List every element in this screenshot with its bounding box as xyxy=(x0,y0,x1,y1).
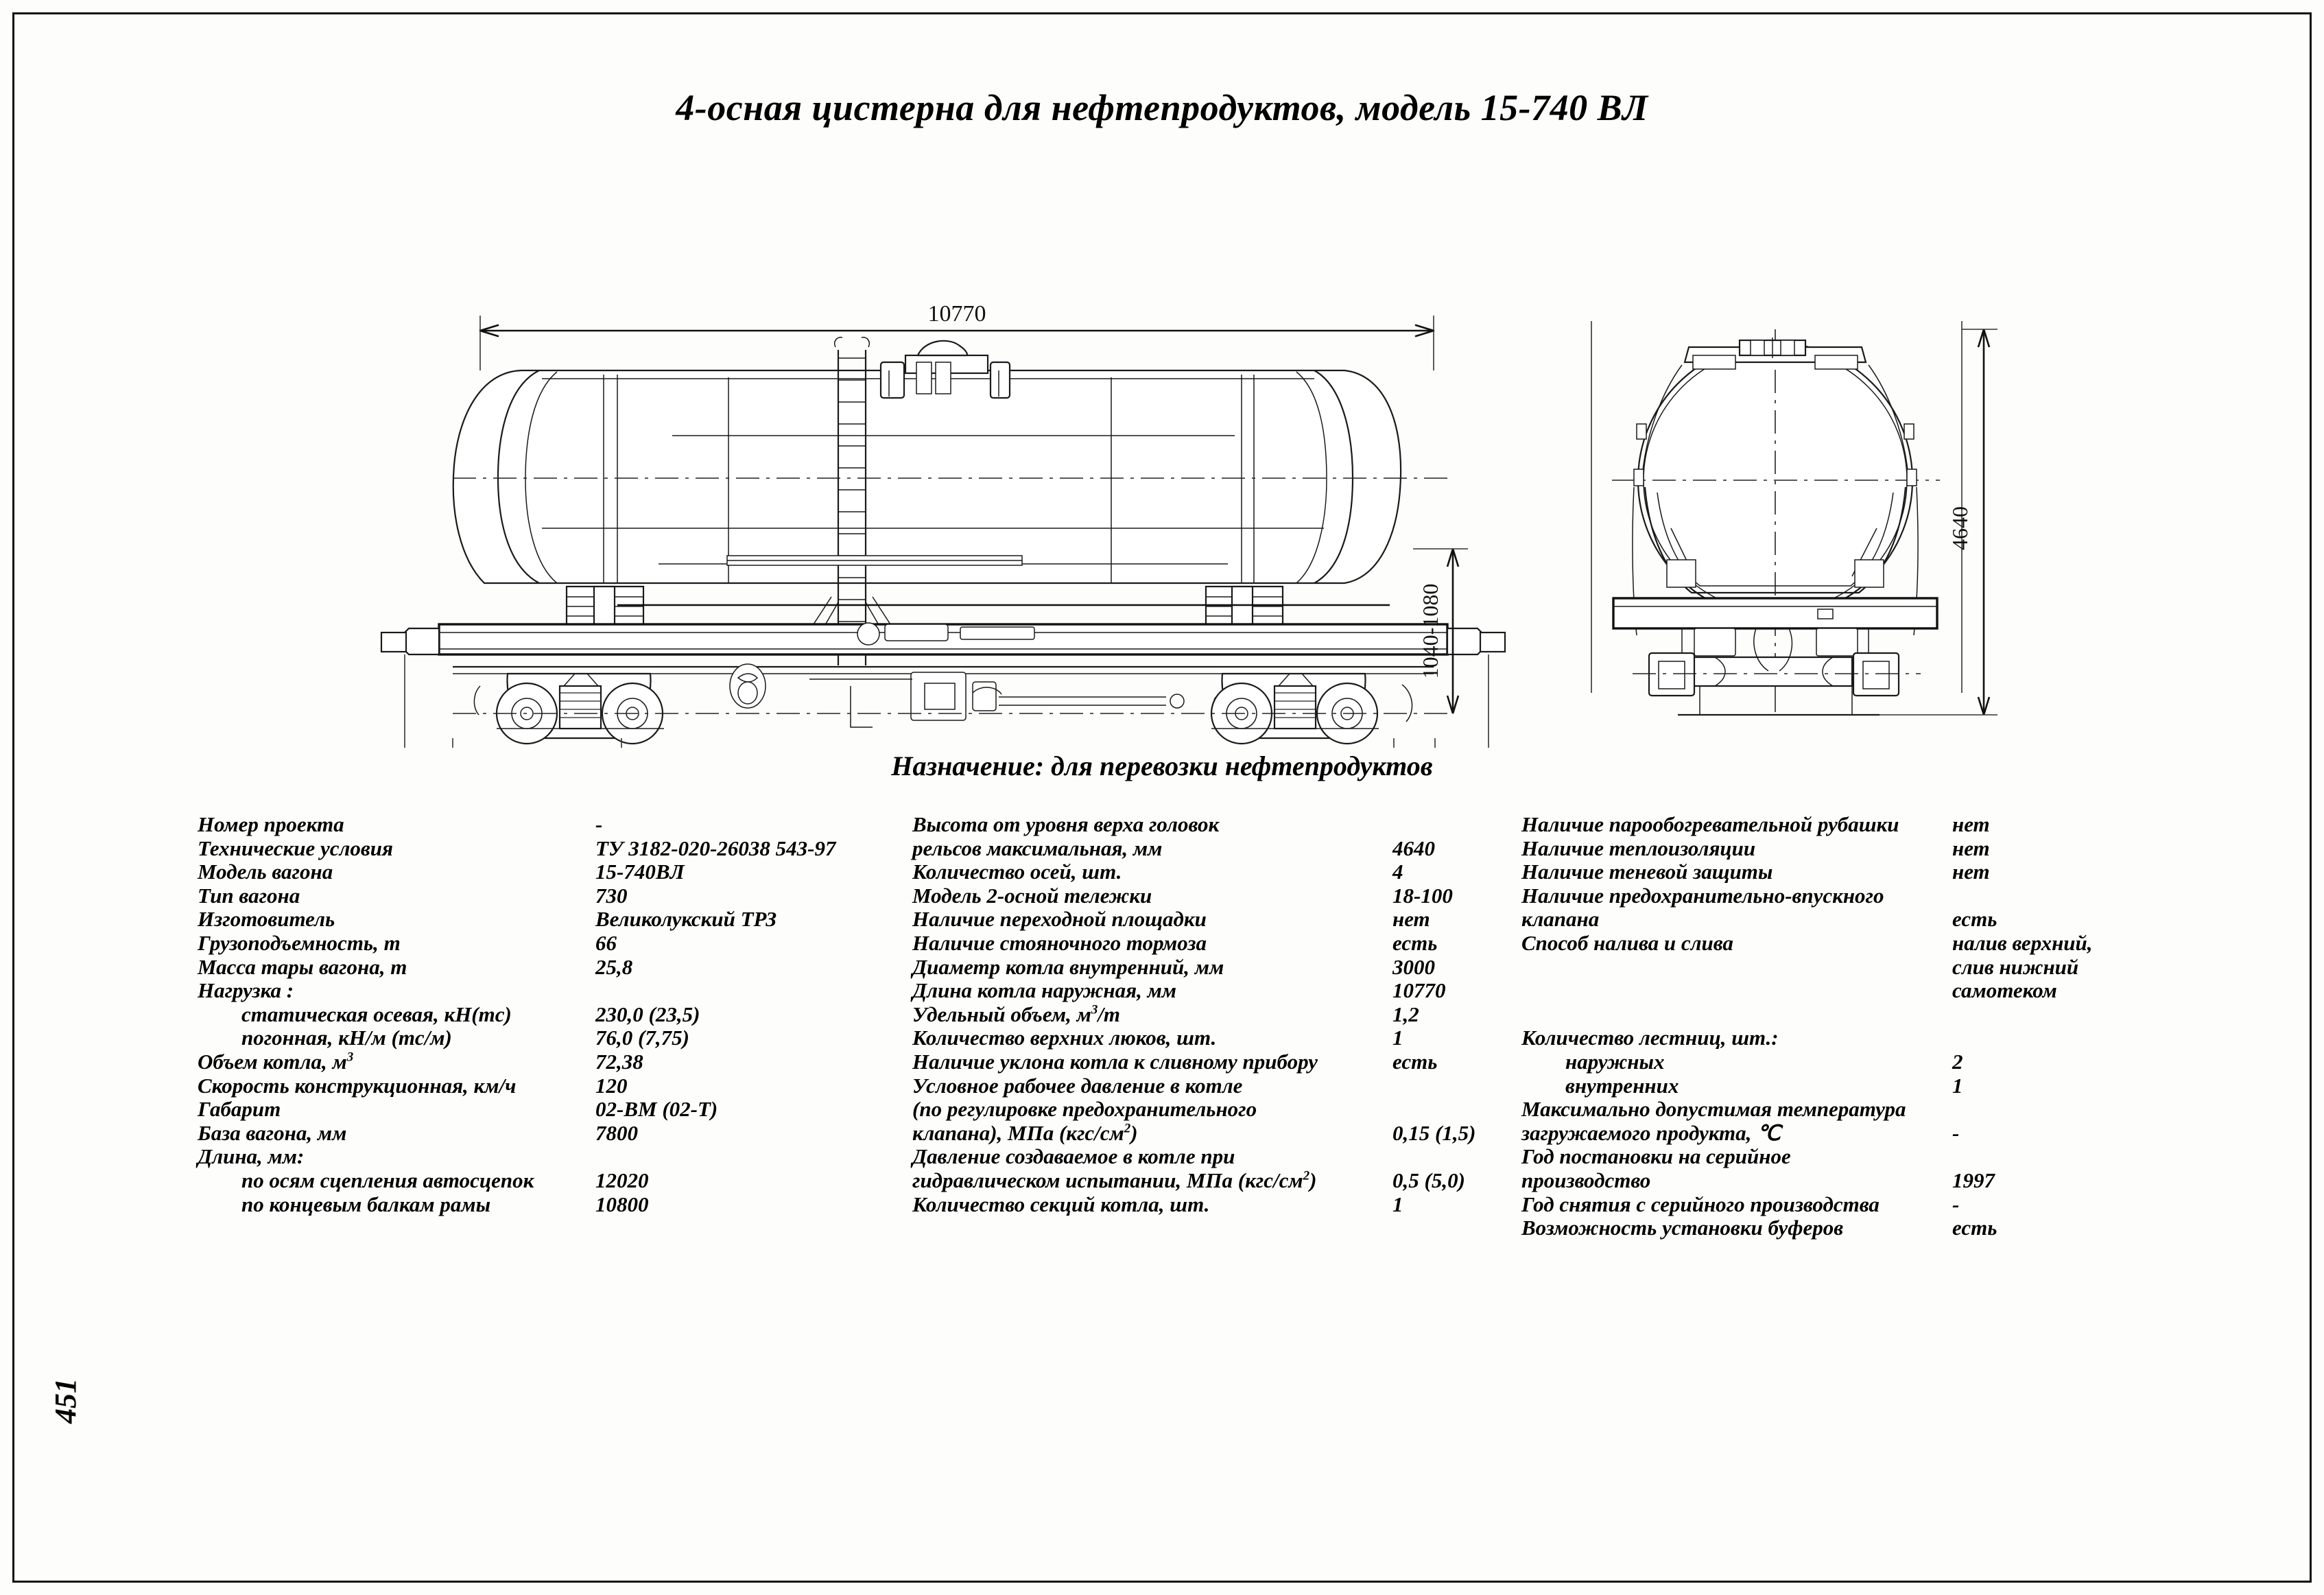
spec-label: рельсов максимальная, мм xyxy=(912,836,1163,860)
purpose-statement: Назначение: для перевозки нефтепродуктов xyxy=(891,751,1433,781)
spec-value: 2 xyxy=(1952,1049,1963,1074)
spec-label: погонная, кН/м (тс/м) xyxy=(241,1026,452,1050)
spec-row xyxy=(912,1145,1543,1169)
spec-row xyxy=(912,884,1543,908)
spec-row xyxy=(198,956,719,980)
spec-label: (по регулировке предохранительного xyxy=(912,1097,1257,1122)
spec-value: 66 xyxy=(595,930,617,955)
spec-label: по осям сцепления автосцепок xyxy=(241,1168,534,1192)
end-view-truck xyxy=(1633,628,1921,715)
spec-row xyxy=(912,1003,1543,1027)
spec-label: Год снятия с серийного производства xyxy=(1521,1192,1880,1216)
spec-label: Масса тары вагона, т xyxy=(198,954,407,979)
spec-value: 25,8 xyxy=(595,954,633,979)
tank-barrel xyxy=(453,370,1401,583)
spec-row xyxy=(1521,932,2207,956)
spec-row xyxy=(198,1122,719,1146)
spec-row xyxy=(198,1193,719,1217)
spec-row xyxy=(912,908,1543,932)
spec-row xyxy=(1521,908,2207,932)
spec-value: есть xyxy=(1952,1216,1997,1240)
spec-value: 02-ВМ (02-Т) xyxy=(595,1097,718,1122)
spec-row xyxy=(912,1074,1543,1098)
spec-value: 18-100 xyxy=(1392,883,1453,908)
spec-label: Наличие теплоизоляции xyxy=(1521,836,1756,860)
spec-row xyxy=(198,884,719,908)
side-view-group xyxy=(381,316,1505,744)
spec-value: 1 xyxy=(1392,1192,1403,1216)
spec-label: Наличие уклона котла к сливному прибору xyxy=(912,1049,1318,1074)
spec-value: есть xyxy=(1392,930,1438,955)
spec-label: Удельный объем, $м^3/т$ xyxy=(912,1002,1121,1026)
spec-label: по концевым балкам рамы xyxy=(241,1192,491,1216)
spec-row xyxy=(1521,813,2207,837)
spec-label: Давление создаваемое в котле при xyxy=(912,1144,1235,1169)
spec-row xyxy=(912,1193,1543,1217)
spec-label: внутренних xyxy=(1565,1073,1679,1098)
spec-value: Великолукский ТРЗ xyxy=(595,907,777,932)
end-view-bolster xyxy=(1613,598,1937,628)
spec-value: 120 xyxy=(595,1073,628,1098)
spec-value: 1997 xyxy=(1952,1168,1995,1192)
spec-label: загружаемого продукта, ℃ xyxy=(1521,1120,1781,1145)
spec-label: Длина котла наружная, мм xyxy=(912,978,1177,1003)
spec-value: 1 xyxy=(1392,1026,1403,1050)
spec-value: слив нижний xyxy=(1952,954,2079,979)
spec-label: Технические условия xyxy=(198,836,393,860)
spec-row xyxy=(1521,1003,2207,1027)
spec-row xyxy=(1521,1216,2207,1240)
spec-value: нет xyxy=(1952,812,1990,836)
spec-row xyxy=(198,1026,719,1050)
spec-row xyxy=(198,836,836,861)
spec-value: 12020 xyxy=(595,1168,649,1192)
spec-label: Нагрузка : xyxy=(198,978,294,1003)
spec-row xyxy=(912,860,1543,884)
spec-label: Изготовитель xyxy=(198,907,335,932)
spec-label: Возможность установки буферов xyxy=(1521,1216,1844,1240)
spec-label: Наличие предохранительно-впускного xyxy=(1521,883,1884,908)
spec-value: 10770 xyxy=(1392,978,1446,1003)
spec-value: 7800 xyxy=(595,1120,638,1145)
spec-label: клапана), МПа $(кгс/см^2)$ xyxy=(912,1120,1138,1145)
spec-label: Грузоподъемность, т xyxy=(198,930,401,955)
spec-value: самотеком xyxy=(1952,978,2057,1003)
spec-value: 1 xyxy=(1952,1073,1963,1098)
spec-row xyxy=(1521,1074,2207,1098)
spec-row xyxy=(1521,1169,2207,1193)
spec-value: 72,38 xyxy=(595,1049,643,1074)
spec-row xyxy=(1521,1050,2207,1074)
spec-value: 4 xyxy=(1392,860,1403,884)
spec-row xyxy=(912,979,1543,1003)
spec-row xyxy=(1521,860,2207,884)
spec-value: - xyxy=(1952,1192,1960,1216)
spec-row xyxy=(912,813,1543,837)
dimension-7800 xyxy=(621,738,1394,748)
spec-label: Наличие теневой защиты xyxy=(1521,860,1773,884)
spec-column-1 xyxy=(198,812,836,1216)
spec-row xyxy=(1521,837,2207,861)
drawing-svg xyxy=(0,144,2324,748)
spec-label: Максимально допустимая температура xyxy=(1521,1097,1906,1122)
spec-label: Высота от уровня верха головок xyxy=(912,812,1220,836)
spec-row xyxy=(912,956,1543,980)
manhole-dome xyxy=(881,341,1010,398)
spec-label: База вагона, мм xyxy=(198,1120,347,1145)
spec-row xyxy=(912,1122,1543,1146)
technical-drawing xyxy=(0,144,2324,748)
spec-label: Тип вагона xyxy=(198,883,300,908)
spec-label: Количество лестниц, шт.: xyxy=(1521,1026,1779,1050)
spec-label: Количество верхних люков, шт. xyxy=(912,1026,1217,1050)
spec-value: есть xyxy=(1392,1049,1438,1074)
spec-label: Способ налива и слива xyxy=(1521,930,1733,955)
spec-value: 4640 xyxy=(1392,836,1435,860)
spec-row xyxy=(912,1026,1543,1050)
spec-label: Условное рабочее давление в котле xyxy=(912,1073,1243,1098)
spec-label: Модель 2-осной тележки xyxy=(912,883,1152,908)
spec-row xyxy=(1521,1098,2207,1122)
spec-row xyxy=(198,932,719,956)
spec-row xyxy=(198,813,719,837)
spec-row xyxy=(1521,979,2207,1003)
spec-value: 0,5 (5,0) xyxy=(1392,1168,1465,1192)
spec-row xyxy=(1521,884,2207,908)
spec-value: есть xyxy=(1952,907,1997,932)
spec-value: 730 xyxy=(595,883,628,908)
spec-label: наружных xyxy=(1565,1049,1665,1074)
spec-row xyxy=(198,1074,719,1098)
spec-row xyxy=(198,1050,719,1074)
dim-label-1040-1080: 1040-1080 xyxy=(1418,583,1443,679)
end-view-group xyxy=(1591,321,1997,748)
spec-label-superscript: 3 xyxy=(1091,1002,1098,1017)
dim-label-10770: 10770 xyxy=(927,301,986,327)
spec-label: гидравлическом испытании, МПа $(кгс/см^2)$ xyxy=(912,1168,1317,1192)
page-title: 4-осная цистерна для нефтепродуктов, модель 15-740 ВЛ xyxy=(676,87,1648,128)
handrail xyxy=(727,556,1022,565)
spec-label: Количество секций котла, шт. xyxy=(912,1192,1210,1216)
spec-value: нет xyxy=(1952,836,1990,860)
spec-row xyxy=(1521,1026,2207,1050)
spec-row xyxy=(198,1169,719,1193)
spec-label: Диаметр котла внутренний, мм xyxy=(912,954,1224,979)
spec-row xyxy=(912,1098,1543,1122)
spec-label-superscript: 3 xyxy=(346,1050,354,1065)
dimension-10800 xyxy=(453,738,1435,748)
spec-label: Номер проекта xyxy=(198,812,344,836)
spec-row xyxy=(198,1145,719,1169)
spec-row xyxy=(198,979,719,1003)
spec-row xyxy=(1521,1122,2207,1146)
spec-label: Наличие переходной площадки xyxy=(912,907,1207,932)
spec-row xyxy=(198,907,777,932)
spec-row xyxy=(912,837,1543,861)
spec-value: 0,15 (1,5) xyxy=(1392,1120,1476,1145)
spec-value: 1,2 xyxy=(1392,1002,1419,1026)
spec-row xyxy=(912,1169,1543,1193)
spec-row xyxy=(1521,1193,2207,1217)
spec-column-2 xyxy=(912,813,1543,1216)
spec-label: статическая осевая, кН(тс) xyxy=(241,1002,512,1026)
spec-label: Габарит xyxy=(198,1097,281,1122)
spec-label: Наличие стояночного тормоза xyxy=(912,930,1207,955)
spec-label: производство xyxy=(1521,1168,1651,1192)
spec-row xyxy=(198,860,719,884)
spec-label: Год постановки на серийное xyxy=(1521,1144,1791,1169)
spec-label: Наличие парообогревательной рубашки xyxy=(1521,812,1899,836)
spec-value: 76,0 (7,75) xyxy=(595,1026,689,1050)
spec-label-superscript: 2 xyxy=(1303,1168,1310,1183)
spec-value: налив верхний, xyxy=(1952,930,2093,955)
spec-column-3 xyxy=(1521,813,2207,1240)
spec-label: Количество осей, шт. xyxy=(912,860,1122,884)
spec-row xyxy=(198,1003,719,1027)
spec-value: нет xyxy=(1392,907,1430,932)
dim-label-4640: 4640 xyxy=(1947,506,1972,550)
spec-label: клапана xyxy=(1521,907,1600,932)
bogie-right xyxy=(1211,674,1379,744)
bogie-left xyxy=(497,674,664,744)
spec-value: - xyxy=(595,812,603,836)
spec-label: Модель вагона xyxy=(198,860,333,884)
spec-row xyxy=(1521,1145,2207,1169)
spec-value: - xyxy=(1952,1120,1960,1145)
spec-row xyxy=(912,932,1543,956)
spec-value: 3000 xyxy=(1392,954,1435,979)
page-number: 451 xyxy=(49,1378,82,1423)
spec-label: Объем котла, $м^3$ xyxy=(198,1049,354,1074)
spec-value: 10800 xyxy=(595,1192,649,1216)
spec-row xyxy=(912,1050,1543,1074)
spec-row xyxy=(1521,956,2207,980)
spec-label: Длина, мм: xyxy=(198,1144,305,1169)
spec-row xyxy=(198,1098,719,1122)
spec-label-superscript: 2 xyxy=(1124,1121,1131,1136)
spec-value: 15-740ВЛ xyxy=(595,860,685,884)
spec-value: нет xyxy=(1952,860,1990,884)
specification-table xyxy=(0,813,2324,1307)
spec-value: 230,0 (23,5) xyxy=(595,1002,700,1026)
spec-value: ТУ 3182-020-26038 543-97 xyxy=(595,836,836,860)
spec-label: Скорость конструкционная, км/ч xyxy=(198,1073,517,1098)
